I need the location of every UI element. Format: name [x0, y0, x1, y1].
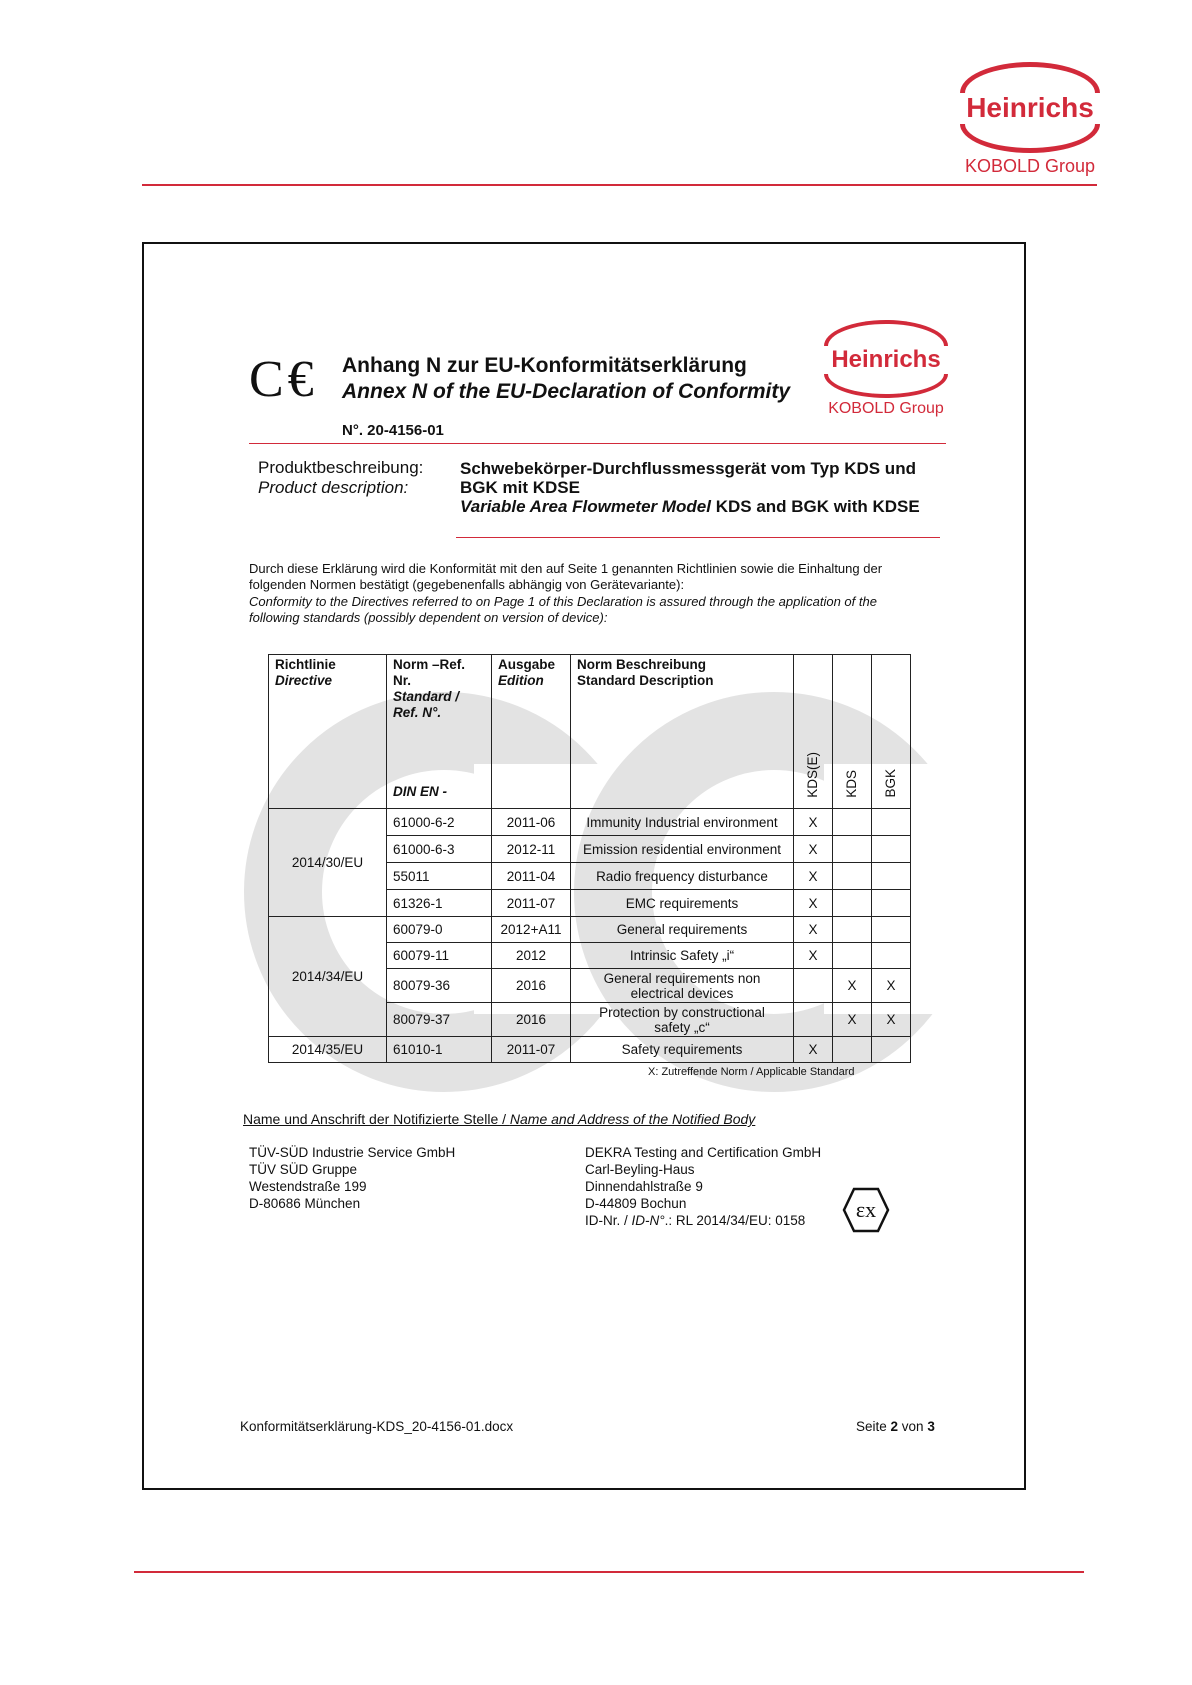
ce-mark: C€ [249, 351, 318, 408]
directive-cell: 2014/30/EU [269, 809, 387, 917]
header-logo [960, 62, 1100, 180]
bgk-cell [872, 1037, 911, 1063]
logo-arc-top [960, 62, 1100, 93]
norm-cell: 80079-37 [387, 1003, 492, 1037]
kds-cell [833, 863, 872, 890]
product-rule [456, 537, 940, 538]
address-line: TÜV-SÜD Industrie Service GmbH [249, 1145, 456, 1160]
header-kdse: KDS(E) [794, 655, 833, 809]
svg-text:εx: εx [855, 1197, 877, 1222]
address-line: Dinnendahlstraße 9 [585, 1179, 703, 1194]
notified-heading: Name und Anschrift der Notifizierte Stelle / Name and Address of the Notified Body [243, 1111, 756, 1127]
bgk-cell [872, 943, 911, 969]
header-edition: Ausgabe Edition [492, 655, 571, 809]
intro-en-2: following standards (possibly dependent on version of device): [249, 610, 608, 625]
address-line: Westendstraße 199 [249, 1179, 367, 1194]
bgk-cell [872, 917, 911, 943]
logo-arc-bottom [960, 124, 1100, 153]
kdse-cell: X [794, 890, 833, 917]
edition-cell: 2011-04 [492, 863, 571, 890]
address-line: D-80686 München [249, 1196, 361, 1211]
directive-cell: 2014/35/EU [269, 1037, 387, 1063]
logo-brand-text: Heinrichs [831, 346, 941, 373]
description-cell: General requirements non electrical devices [571, 969, 794, 1003]
bgk-cell: X [872, 1003, 911, 1037]
norm-cell: 61000-6-2 [387, 809, 492, 836]
address-line: TÜV SÜD Gruppe [249, 1162, 358, 1177]
logo-group-text: KOBOLD Group [964, 156, 1096, 176]
header-rule [142, 184, 1097, 186]
edition-cell: 2011-07 [492, 1037, 571, 1063]
bgk-cell [872, 863, 911, 890]
bgk-cell: X [872, 969, 911, 1003]
edition-cell: 2016 [492, 969, 571, 1003]
standards-table [268, 654, 911, 1063]
header-directive: Richtlinie Directive [269, 655, 387, 809]
description-cell: Safety requirements [571, 1037, 794, 1063]
description-cell: Intrinsic Safety „i“ [571, 943, 794, 969]
intro-de-2: folgenden Normen bestätigt (gegebenenfalls abhängig von Gerätevariante): [249, 577, 685, 592]
kdse-cell: X [794, 1037, 833, 1063]
header-bgk: BGK [872, 655, 911, 809]
product-label-en: Product description: [258, 478, 409, 497]
title-de: Anhang N zur EU-Konformitätserklärung [342, 354, 747, 377]
kdse-cell: X [794, 809, 833, 836]
table-row [269, 809, 911, 836]
footer-rule [134, 1571, 1084, 1573]
kdse-cell: X [794, 863, 833, 890]
norm-cell: 61326-1 [387, 890, 492, 917]
product-desc-de-2: BGK mit KDSE [460, 478, 580, 497]
ex-hexagon-icon [842, 1186, 890, 1234]
edition-cell: 2016 [492, 1003, 571, 1037]
notified-body-right [585, 1144, 821, 1229]
document-filename: Konformitätserklärung-KDS_20-4156-01.docx [240, 1419, 514, 1434]
table-footnote: X: Zutreffende Norm / Applicable Standard [648, 1066, 855, 1078]
norm-cell: 60079-11 [387, 943, 492, 969]
kdse-cell [794, 1003, 833, 1037]
logo-group-text: KOBOLD Group [828, 400, 944, 417]
header-norm: Norm –Ref. Nr. Standard / Ref. N°. DIN EN - [387, 655, 492, 809]
edition-cell: 2011-06 [492, 809, 571, 836]
norm-cell: 61000-6-3 [387, 836, 492, 863]
notified-body-left [249, 1144, 455, 1212]
header-description: Norm Beschreibung Standard Description [571, 655, 794, 809]
description-cell: Emission residential environment [571, 836, 794, 863]
title-rule [249, 443, 946, 444]
table-row [269, 1037, 911, 1063]
notified-id: ID-Nr. / ID-N°.: RL 2014/34/EU: 0158 [585, 1213, 806, 1228]
kds-cell [833, 890, 872, 917]
product-label-de: Produktbeschreibung: [258, 458, 424, 477]
description-cell: Immunity Industrial environment [571, 809, 794, 836]
document-logo [824, 320, 948, 424]
description-cell: EMC requirements [571, 890, 794, 917]
intro-en-1: Conformity to the Directives referred to on Page 1 of this Declaration is assured through the application of the [249, 594, 877, 609]
kds-cell: X [833, 969, 872, 1003]
kds-cell [833, 836, 872, 863]
kds-cell [833, 809, 872, 836]
kds-cell [833, 1037, 872, 1063]
description-cell: Radio frequency disturbance [571, 863, 794, 890]
product-desc-en-italic: Variable Area Flowmeter Model [460, 497, 711, 516]
edition-cell: 2011-07 [492, 890, 571, 917]
bgk-cell [872, 809, 911, 836]
logo-brand-text: Heinrichs [966, 92, 1094, 123]
kds-cell [833, 917, 872, 943]
product-desc-en-rest: KDS and BGK with KDSE [715, 497, 920, 516]
product-desc-en [460, 497, 920, 517]
table-header-row [269, 655, 911, 809]
address-line: DEKRA Testing and Certification GmbH [585, 1145, 822, 1160]
header-kds: KDS [833, 655, 872, 809]
bgk-cell [872, 836, 911, 863]
title-en: Annex N of the EU-Declaration of Conformity [342, 380, 791, 403]
page-number: Seite 2 von 3 [856, 1419, 935, 1434]
kdse-cell [794, 969, 833, 1003]
kdse-cell: X [794, 943, 833, 969]
norm-cell: 80079-36 [387, 969, 492, 1003]
directive-cell: 2014/34/EU [269, 917, 387, 1037]
declaration-number: N°. 20-4156-01 [342, 422, 444, 439]
kdse-cell: X [794, 836, 833, 863]
edition-cell: 2012+A11 [492, 917, 571, 943]
intro-de-1: Durch diese Erklärung wird die Konformität mit den auf Seite 1 genannten Richtlinien sowie die Einhaltung der [249, 561, 883, 576]
logo-arc-top [824, 320, 948, 346]
norm-cell: 55011 [387, 863, 492, 890]
kds-cell: X [833, 1003, 872, 1037]
kdse-cell: X [794, 917, 833, 943]
norm-cell: 60079-0 [387, 917, 492, 943]
norm-cell: 61010-1 [387, 1037, 492, 1063]
table-row [269, 917, 911, 943]
logo-arc-bottom [824, 374, 948, 398]
address-line: D-44809 Bochun [585, 1196, 687, 1211]
description-cell: Protection by constructional safety „c“ [571, 1003, 794, 1037]
description-cell: General requirements [571, 917, 794, 943]
bgk-cell [872, 890, 911, 917]
edition-cell: 2012-11 [492, 836, 571, 863]
address-line: Carl-Beyling-Haus [585, 1162, 695, 1177]
product-desc-de-1: Schwebekörper-Durchflussmessgerät vom Typ KDS und [460, 459, 916, 478]
kds-cell [833, 943, 872, 969]
edition-cell: 2012 [492, 943, 571, 969]
